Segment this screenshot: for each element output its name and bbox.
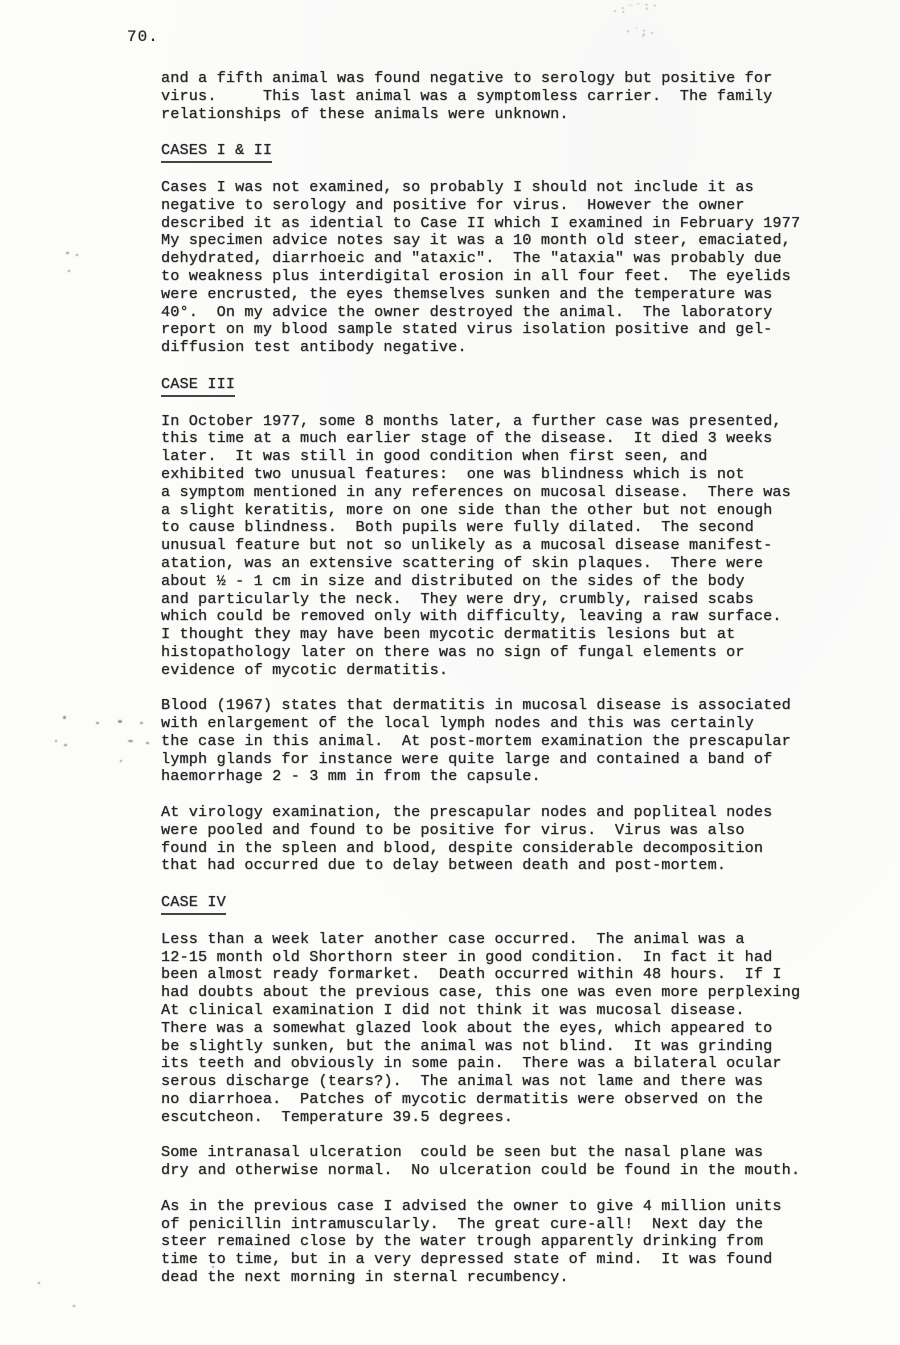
ink-speck	[63, 716, 66, 719]
text-line: and a fifth animal was found negative to serology but positive for	[161, 69, 773, 87]
text-line: There was a somewhat glazed look about the eyes, which appeared to	[161, 1018, 773, 1037]
paragraph	[161, 1198, 861, 1287]
ink-smudge: ·:¨˙:·	[611, 0, 661, 19]
ink-speck	[38, 1282, 40, 1284]
paragraph	[161, 413, 861, 680]
ink-speck	[55, 740, 57, 742]
text-line: found in the spleen and blood, despite considerable decomposition	[161, 838, 764, 857]
text-line: dead the next morning in sternal recumbency.	[161, 1268, 569, 1286]
ink-speck	[120, 760, 122, 762]
paragraph	[161, 179, 861, 357]
text-line: were encrusted, the eyes themselves sunken and the temperature was	[161, 284, 773, 303]
section-heading	[161, 893, 861, 915]
text-line: dehydrated, diarrhoeic and "ataxic". The "ataxia" was probably due	[161, 249, 782, 268]
text-line: relationships of these animals were unknown.	[161, 104, 569, 123]
ink-speck	[146, 742, 149, 744]
text-line: Some intranasal ulceration could be seen but the nasal plane was	[161, 1143, 764, 1162]
text-line: 12-15 month old Shorthorn steer in good condition. In fact it had	[161, 947, 773, 966]
text-line: had doubts about the previous case, this one was even more perplexing	[161, 983, 801, 1002]
section-heading-text: CASE IV	[161, 894, 226, 915]
text-line: be slightly sunken, but the animal was not blind. It was grinding	[161, 1036, 773, 1055]
text-line: unusual feature but not so unlikely as a mucosal disease manifest-	[161, 536, 773, 555]
text-line: its teeth and obviously in some pain. There was a bilateral ocular	[161, 1054, 782, 1073]
text-line: As in the previous case I advised the owner to give 4 million units	[161, 1196, 782, 1215]
ink-speck	[76, 254, 78, 256]
text-line: been almost ready formarket. Death occurred within 48 hours. If I	[161, 965, 782, 984]
page-number: 70.	[127, 28, 159, 46]
text-line: and particularly the neck. They were dry, crumbly, raised scabs	[161, 589, 754, 608]
ink-smudge: ·˙;·	[624, 26, 658, 41]
text-line: were pooled and found to be positive for virus. Virus was also	[161, 820, 745, 839]
text-line: this time at a much earlier stage of the disease. It died 3 weeks	[161, 429, 773, 448]
text-line: negative to serology and positive for virus. However the owner	[161, 195, 745, 214]
paragraph	[161, 1144, 861, 1180]
text-line: virus. This last animal was a symptomless carrier. The family	[161, 86, 773, 105]
ink-speck	[96, 722, 99, 724]
text-line: steer remained close by the water trough apparently drinking from	[161, 1232, 764, 1251]
section-heading	[161, 141, 861, 163]
text-line: the case in this animal. At post-mortem examination the prescapular	[161, 731, 791, 750]
section-heading-text: CASE III	[161, 376, 235, 397]
text-line: exhibited two unusual features: one was blindness which is not	[161, 464, 745, 483]
ink-speck	[68, 270, 70, 272]
text-line: evidence of mycotic dermatitis.	[161, 660, 449, 679]
ink-speck	[73, 1305, 75, 1307]
text-line: In October 1977, some 8 months later, a further case was presented,	[161, 411, 782, 430]
text-line: a symptom mentioned in any references on mucosal disease. There was	[161, 482, 791, 501]
text-line: My specimen advice notes say it was a 10 month old steer, emaciated,	[161, 231, 791, 250]
text-line: of penicillin intramuscularly. The great cure-all! Next day the	[161, 1214, 764, 1233]
ink-speck	[140, 722, 143, 724]
text-line: described it as idential to Case II which I examined in February 1977	[161, 213, 801, 232]
text-line: later. It was still in good condition when first seen, and	[161, 447, 708, 466]
document-body	[161, 70, 861, 1305]
ink-speck	[128, 740, 133, 742]
section-heading	[161, 375, 861, 397]
text-line: haemorrhage 2 - 3 mm in from the capsule.	[161, 767, 541, 786]
paragraph	[161, 804, 861, 875]
text-line: with enlargement of the local lymph nodes and this was certainly	[161, 714, 754, 733]
text-line: At virology examination, the prescapular nodes and popliteal nodes	[161, 803, 773, 822]
text-line: to cause blindness. Both pupils were fully dilated. The second	[161, 518, 754, 537]
text-line: which could be removed only with difficulty, leaving a raw surface.	[161, 607, 782, 626]
text-line: no diarrhoea. Patches of mycotic dermatitis were observed on the	[161, 1090, 764, 1109]
text-line: diffusion test antibody negative.	[161, 338, 467, 357]
ink-speck	[64, 744, 67, 746]
text-line: I thought they may have been mycotic dermatitis lesions but at	[161, 625, 736, 644]
text-line: that had occurred due to delay between death and post-mortem.	[161, 856, 727, 875]
text-line: Less than a week later another case occurred. The animal was a	[161, 929, 745, 948]
paragraph	[161, 931, 861, 1127]
text-line: to weakness plus interdigital erosion in all four feet. The eyelids	[161, 266, 791, 285]
text-line: histopathology later on there was no sign of fungal elements or	[161, 642, 745, 661]
text-line: time to time, but in a very depressed state of mind. It was found	[161, 1250, 773, 1269]
text-line: Cases I was not examined, so probably I should not include it as	[161, 177, 754, 196]
text-line: serous discharge (tears?). The animal was not lame and there was	[161, 1072, 764, 1091]
text-line: escutcheon. Temperature 39.5 degrees.	[161, 1107, 514, 1126]
text-line: dry and otherwise normal. No ulceration could be found in the mouth.	[161, 1161, 801, 1180]
ink-speck	[118, 720, 122, 723]
text-line: 40°. On my advice the owner destroyed the animal. The laboratory	[161, 302, 773, 321]
text-line: At clinical examination I did not think it was mucosal disease.	[161, 1001, 745, 1020]
paragraph	[161, 70, 861, 123]
text-line: a slight keratitis, more on one side than the other but not enough	[161, 500, 773, 519]
section-heading-text: CASES I & II	[161, 142, 272, 163]
text-line: lymph glands for instance were quite large and contained a band of	[161, 749, 773, 768]
text-line: atation, was an extensive scattering of skin plaques. There were	[161, 553, 764, 572]
text-line: Blood (1967) states that dermatitis in mucosal disease is associated	[161, 696, 791, 715]
ink-speck	[66, 252, 69, 254]
text-line: about ½ - 1 cm in size and distributed on the sides of the body	[161, 571, 745, 590]
paragraph	[161, 697, 861, 786]
text-line: report on my blood sample stated virus isolation positive and gel-	[161, 320, 773, 339]
